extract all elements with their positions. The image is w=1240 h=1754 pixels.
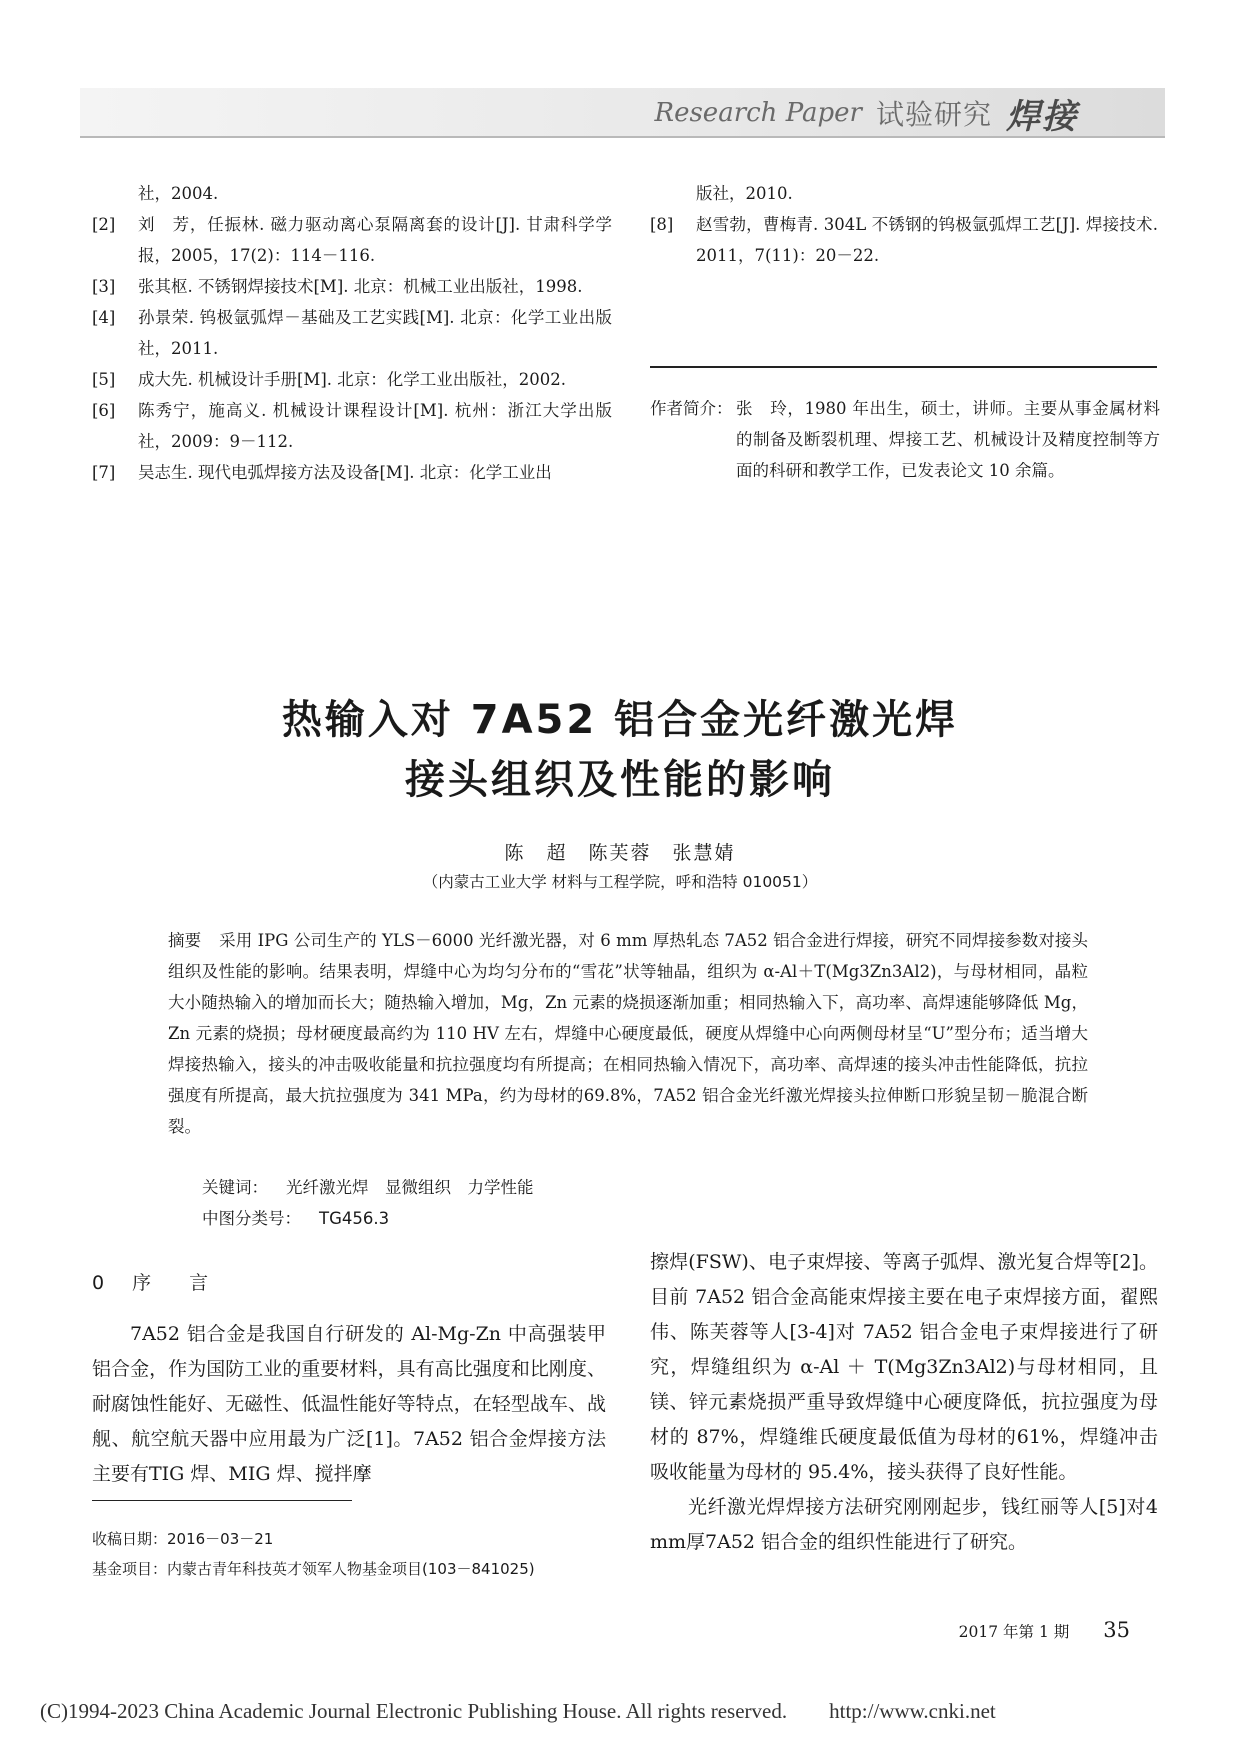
copyright-notice: (C)1994-2023 China Academic Journal Electronic Publishing House. All rights reserved. http://www.cnki.net (40, 1699, 996, 1723)
page-footer (959, 1618, 1130, 1642)
abstract-text: 采用 IPG 公司生产的 YLS－6000 光纤激光器，对 6 mm 厚热轧态 7A52 铝合金进行焊接，研究不同焊接参数对接头组织及性能的影响。结果表明，焊缝中心为均匀分布的“雪花”状等轴晶，组织为 α-Al＋T(Mg3Zn3Al2)，与母材相同，晶粒大小随热输入的增加而长大；随热输入增加，Mg，Zn 元素的烧损逐渐加重；相同热输入下，高功率、高焊速能够降低 Mg，Zn 元素的烧损；母材硬度最高约为 110 HV 左右，焊缝中心硬度最低，硬度从焊缝中心向两侧母材呈“U”型分布；适当增大焊接热输入，接头的冲击吸收能量和抗拉强度均有所提高；在相同热输入情况下，高功率、高焊速的接头冲击性能降低，抗拉强度有所提高，最大抗拉强度为 341 MPa，约为母材的69.8%，7A52 铝合金光纤激光焊接头拉伸断口形貌呈韧－脆混合断裂。 (168, 931, 1088, 1136)
fund-project: 基金项目：内蒙古青年科技英才领军人物基金项目(103－841025) (92, 1560, 535, 1578)
article-affiliation: （内蒙古工业大学 材料与工程学院，呼和浩特 010051） (422, 873, 818, 891)
body-paragraph: 7A52 铝合金是我国自行研发的 Al-Mg-Zn 中高强装甲铝合金，作为国防工业的重要材料，具有高比强度和比刚度、耐腐蚀性能好、无磁性、低温性能好等特点，在轻型战车、战舰、航空航天器中应用最为广泛[1]。7A52 铝合金焊接方法主要有TIG 焊、MIG 焊、搅拌摩 (92, 1323, 606, 1485)
reference-number: [7] (92, 463, 116, 482)
classification-label: 中图分类号： (202, 1209, 301, 1228)
body-column-right (650, 1245, 1158, 1560)
keywords (202, 1172, 534, 1203)
reference-number: [8] (650, 215, 674, 234)
body-paragraph: 擦焊(FSW)、电子束焊接、等离子弧焊、激光复合焊等[2]。目前 7A52 铝合金高能束焊接主要在电子束焊接方面，翟熙伟、陈芙蓉等人[3-4]对 7A52 铝合金电子束焊接进行了研究，焊缝组织为 α-Al ＋ T(Mg3Zn3Al2)与母材相同，且镁、锌元素烧损严重导致焊缝中心硬度降低，抗拉强度为母材的 87%，焊缝维氏硬度最低值为母材的61%，焊缝冲击吸收能量为母材的 95.4%，接头获得了良好性能。 (650, 1251, 1158, 1483)
reference-text: 社，2004. (138, 184, 219, 203)
abstract (168, 925, 1088, 1142)
reference-text: 赵雪勃，曹梅青. 304L 不锈钢的钨极氩弧焊工艺[J]. 焊接技术. 2011，7(11)：20－22. (696, 215, 1158, 265)
section-divider (650, 366, 1157, 368)
section-number: 0 (92, 1272, 107, 1294)
author-bio-text: 张 玲，1980 年出生，硕士，讲师。主要从事金属材料的制备及断裂机理、焊接工艺、机械设计及精度控制等方面的科研和教学工作，已发表论文 10 余篇。 (736, 399, 1160, 480)
abstract-label: 摘要 (168, 931, 202, 950)
reference-number: [5] (92, 370, 116, 389)
reference-item (92, 209, 612, 271)
reference-item (92, 271, 612, 302)
classification-value: TG456.3 (319, 1209, 390, 1228)
reference-item (650, 178, 1158, 209)
reference-number: [6] (92, 401, 116, 420)
section-title: 序言 (132, 1272, 247, 1294)
reference-item (92, 364, 612, 395)
article-authors: 陈 超 陈芙蓉 张慧婧 (504, 842, 736, 864)
reference-text: 张其枢. 不锈钢焊接技术[M]. 北京：机械工业出版社，1998. (138, 277, 583, 296)
reference-text: 刘 芳，任振林. 磁力驱动离心泵隔离套的设计[J]. 甘肃科学学报，2005，17(2)：114－116. (138, 215, 612, 265)
keywords-label: 关键词： (202, 1178, 268, 1197)
page-number: 35 (1103, 1618, 1130, 1642)
body-column-left (92, 1317, 606, 1492)
journal-logo: 焊接 (1006, 96, 1078, 137)
reference-text: 吴志生. 现代电弧焊接方法及设备[M]. 北京：化学工业出 (138, 463, 552, 482)
keywords-value: 光纤激光焊 显微组织 力学性能 (286, 1178, 534, 1197)
reference-list-left (92, 178, 612, 488)
reference-item (650, 209, 1158, 271)
reference-text: 陈秀宁，施高义. 机械设计课程设计[M]. 杭州：浙江大学出版社，2009：9－112. (138, 401, 612, 451)
reference-number: [3] (92, 277, 116, 296)
journal-header (654, 92, 1079, 137)
journal-english-name: Research Paper (654, 98, 862, 128)
article-title (0, 690, 1240, 810)
issue-label: 2017 年第 1 期 (958, 1623, 1070, 1641)
author-bio-label: 作者简介： (650, 399, 733, 418)
header-rule (80, 136, 1165, 138)
article-title-line-1: 热输入对 7A52 铝合金光纤激光焊 (281, 697, 959, 743)
footnotes (92, 1524, 535, 1584)
received-date: 收稿日期：2016－03－21 (92, 1530, 274, 1548)
reference-text: 版社，2010. (696, 184, 793, 203)
reference-text: 成大先. 机械设计手册[M]. 北京：化学工业出版社，2002. (138, 370, 566, 389)
reference-number: [2] (92, 215, 116, 234)
author-bio (650, 393, 1160, 486)
footnote-divider (92, 1500, 352, 1501)
reference-item (92, 178, 612, 209)
reference-item (92, 302, 612, 364)
classification-code (202, 1203, 389, 1234)
reference-item (92, 395, 612, 457)
article-title-line-2: 接头组织及性能的影响 (405, 757, 835, 803)
section-label: 试验研究 (875, 98, 992, 131)
reference-number: [4] (92, 308, 116, 327)
reference-list-right (650, 178, 1158, 271)
body-paragraph: 光纤激光焊焊接方法研究刚刚起步，钱红丽等人[5]对4 mm厚7A52 铝合金的组织性能进行了研究。 (650, 1496, 1158, 1553)
section-heading (92, 1268, 246, 1295)
reference-text: 孙景荣. 钨极氩弧焊－基础及工艺实践[M]. 北京：化学工业出版社，2011. (138, 308, 612, 358)
reference-item (92, 457, 612, 488)
